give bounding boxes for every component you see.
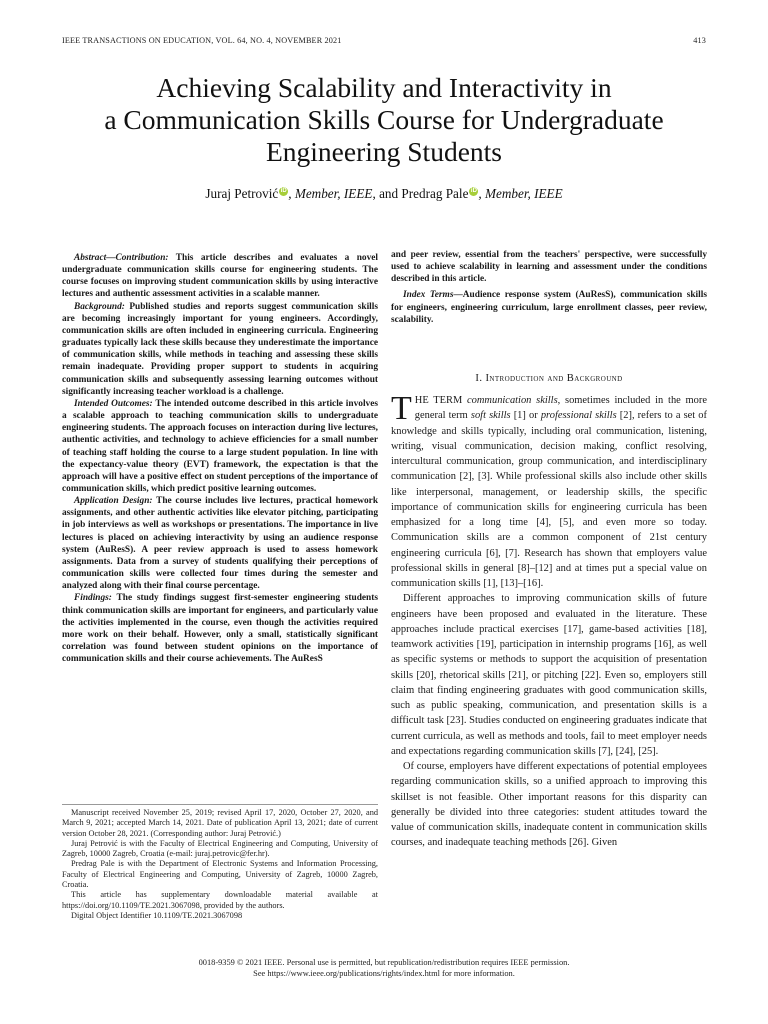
intro-paragraph: THE TERM communication skills, sometimes included in the more general term soft skills [1] or professional skills [2], refers to a set of knowledge and skills typically, including oral communication, listening, writing, visual communication, decision making, conflict resolving, intercultural communication, group communication, and interdisciplinary communication [2], [3]. While professional skills also include other skills like interpersonal, management, or leadership skills, the specific importance of communication skills for engineering curricula has been emphasized for a long time [4], [5], and even more so today. Communication skills are a common component of 21st century engineering curricula [6], [7]. Research has shown that employers value professional skills in general [8]–[12] and at times put a special value on communication skills [1], [13]–[16].	[391, 390, 708, 589]
abstract-background: Background: Published studies and reports suggest communication skills are becoming increasingly important for young engineers. Accordingly, communication skills are often included in engineering curricula. Engineering graduates typically lack these skills because they underestimate the importance of communication skills, while methods in teaching and assessing these skills remain inadequate. Providing proper support to students in acquiring communication skills and subsequently assessing learning outcomes without significantly increasing teacher workload is a challenge.	[62, 301, 378, 397]
intro-paragraph: Different approaches to improving communication skills of future engineers have been proposed and evaluated in the literature. These approaches include practical exercises [17], game-based activities [18], teamwork activities [19], participation in internship programs [16], as well as specific systems or methods to support the acquisition of presentation skills [20], rhetorical skills [21], or pitching [22]. Even so, employers still claim that finding engineering graduates with good communication skills, such as public speaking, communication, and presentation skills is a difficult task [23]. Studies conducted on engineering graduates indicate that current curricula, as well as methods and tools, fail to meet employer needs and expectations regarding communication skills [7], [24], [25].	[391, 593, 707, 757]
abstract	[62, 252, 378, 665]
author-name: Predrag Pale	[401, 186, 469, 201]
title-line: Achieving Scalability and Interactivity in	[156, 72, 612, 103]
author-membership: , Member, IEEE	[288, 186, 373, 201]
abstract-label: Application Design:	[74, 496, 153, 507]
orcid-icon[interactable]: iD	[470, 188, 477, 194]
footnote: Predrag Pale is with the Department of Electronic Systems and Information Processing, Faculty of Electrical Engineering and Computing, University of Zagreb, 10000 Zagreb, Croatia.	[62, 859, 378, 890]
title-line: a Communication Skills Course for Undergraduate	[104, 104, 664, 135]
abstract-outcomes: Intended Outcomes: The intended outcome described in this article involves a scalable approach to teaching communication skills to undergraduate engineering students. The approach focuses on interaction during live lectures, authentic activities, and technology to achieve efficiencies for a small number of teaching staff holding the course to a large student population. In line with the expectancy-value theory (EVT) framework, the expectation is that the approach will have a positive effect on student perceptions of the importance of communication skills, which predict positive learning outcomes.	[62, 398, 378, 494]
abstract-contribution: Abstract—Contribution: This article describes and evaluates a novel undergraduate communication skills course for engineering students. The course focuses on improving student communication skills by using interactive lectures and authentic assessment activities in a scalable manner.	[62, 253, 378, 300]
footnote: Digital Object Identifier 10.1109/TE.2021.3067098	[71, 910, 243, 920]
footnote: Juraj Petrović is with the Faculty of Electrical Engineering and Computing, University of Zagreb, 10000 Zagreb, Croatia (e-mail: juraj.petrovic@fer.hr).	[62, 838, 378, 859]
abstract-design: Application Design: The course includes live lectures, practical homework assignments, and other authentic activities like elevator pitching, participating in job interviews as well as workshops or presentations. The importance in live lectures is placed on achieving interactivity by using an audience response system (AuResS). A peer review approach is used to assess homework assignments. Data from a survey of students qualifying their perceptions of communication skills were collected four times during the semester and analyzed along with their final course percentage.	[62, 496, 379, 592]
index-terms-label: Index Terms—	[403, 290, 463, 301]
running-header	[62, 36, 706, 45]
title-line: Engineering Students	[265, 136, 502, 167]
journal-citation: IEEE TRANSACTIONS ON EDUCATION, VOL. 64, NO. 4, NOVEMBER 2021	[62, 36, 342, 45]
abstract-label: Findings:	[74, 593, 112, 604]
intro-body	[391, 390, 708, 851]
author-line	[40, 186, 728, 202]
section-title: Introduction and Background	[485, 373, 623, 384]
drop-cap: T	[391, 390, 412, 427]
abstract-continued	[391, 249, 707, 326]
author-membership: , Member, IEEE	[478, 186, 563, 201]
abstract-label: Intended Outcomes:	[74, 398, 153, 409]
section-heading	[391, 373, 707, 384]
intro-paragraph: Of course, employers have different expectations of potential employees regarding communication skills, so a unified approach to improving this skillset is not feasible. Other important reasons for this disparity can generally be divided into three categories: student attitudes toward the value of communication skills, inadequate content in communication skills courses, and inadequate teaching methods [26]. Given	[391, 761, 707, 849]
abstract-findings-continued: and peer review, essential from the teachers' perspective, were successfully used to achieve scalability in learning and assessment under the conditions described in this article.	[391, 250, 707, 285]
index-terms: Index Terms—Audience response system (AuResS), communication skills for engineers, engineering curriculum, large enrollment classes, peer review, scalability.	[391, 290, 707, 325]
copyright-line: See https://www.ieee.org/publications/rights/index.html for more information.	[253, 969, 515, 978]
author-name: Juraj Petrović	[205, 186, 279, 201]
copyright-notice	[40, 957, 728, 979]
copyright-line: 0018-9359 © 2021 IEEE. Personal use is permitted, but republication/redistribution requires IEEE permission.	[198, 958, 570, 967]
footnotes	[62, 808, 378, 921]
section-number: I.	[475, 373, 486, 384]
author-joiner: , and	[372, 186, 402, 201]
abstract-findings: Findings: The study findings suggest first-semester engineering students think communication skills are important for engineers, and particularly value the activities implemented in the course, even though the activities required more work on their behalf. However, only a small, statistically significant correlation was found between student opinions on the importance of communication skills and their course achievements. The AuResS	[62, 593, 378, 665]
paper-title	[40, 72, 728, 168]
page-number: 413	[693, 36, 706, 45]
footnote-divider	[62, 804, 378, 805]
orcid-icon[interactable]: iD	[280, 188, 287, 194]
abstract-label: Background:	[74, 301, 125, 312]
footnote: This article has supplementary downloadable material available at https://doi.org/10.1109/TE.2021.3067098, provided by the authors.	[62, 890, 378, 910]
footnote: Manuscript received November 25, 2019; revised April 17, 2020, October 27, 2020, and March 9, 2021; accepted March 14, 2021. Date of publication April 13, 2021; date of current version October 28, 2021. (Corresponding author: Juraj Petrović.)	[62, 808, 378, 838]
abstract-label: Abstract—Contribution:	[74, 253, 169, 263]
